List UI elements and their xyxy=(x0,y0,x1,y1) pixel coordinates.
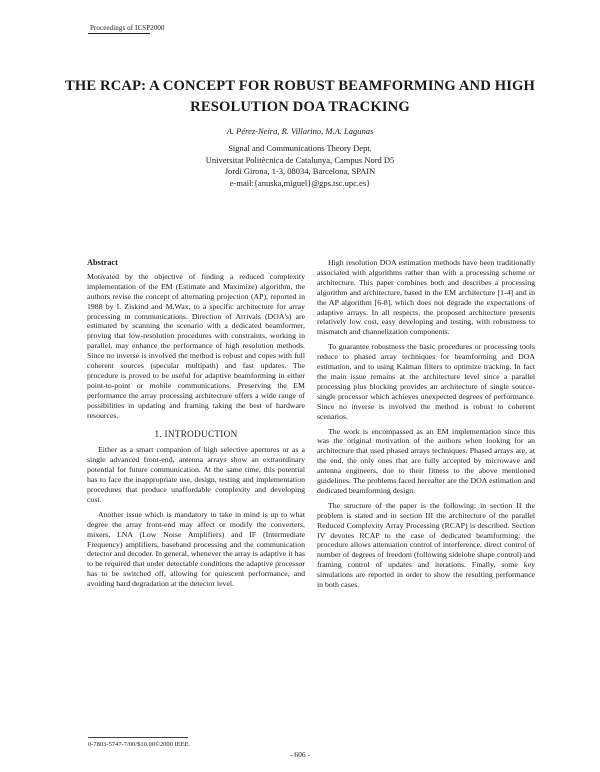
right-paragraph-4: The structure of the paper is the following: in section II the problem is stated and in section III the architecture of the parallel Reduced Complexity Array Processing (RCAP) is described. Section IV devotes RCAP to the case of dedicated beamforming: the procedure allows attenuation control of interference, direct control of number of degrees of freedom (following sidelobe shape control) and framing control of updates and iterations. Finally, some key simulations are reported in order to show the resulting performance in both cases. xyxy=(317,500,535,590)
left-column xyxy=(87,258,305,594)
paper-authors: A. Pérez-Neira, R. Villarino, M.A. Lagunas xyxy=(226,126,374,136)
abstract-text: Motivated by the objective of finding a reduced complexity implementation of the EM (Estimate and Maximize) algorithm, the authors revise the concept of alternating projection (AP), reported in 1988 by I. Ziskind and M.Wax, to a specific architecture for array processing in communications. Direction of Arrivals (DOA's) are estimated by scanning the scenario with a dedicated beamformer, proving that low-resolution procedures with constraints, working in parallel, may enhance the performance of high resolution methods. Since no inverse is involved the method is robust and copes with full coherent sources (specular multipath) and fast updates. The procedure is proved to be useful for adaptive beamforming in either point-to-point or mobile communications. Preserving the EM performance the array processing architecture offers a wide range of possibilities in updating and framing taking the best of hardware resources. xyxy=(87,271,305,420)
intro-paragraph-1: Either as a smart companion of high selective apertures or as a single advanced front-end, antenna arrays show an extraordinary potential for future communication. At the same time, this potential has to face the inappropriate use, design, testing and implementation procedures that produce unaffordable complexity and developing cost. xyxy=(87,445,305,504)
abstract-heading: Abstract xyxy=(87,258,118,267)
right-column xyxy=(317,258,535,595)
copyright-footnote: 0-7803-5747-7/00/$10.00©2000 IEEE. xyxy=(88,741,191,748)
affiliation-block xyxy=(150,143,450,189)
affiliation-university: Universitat Politècnica de Catalunya, Campus Nord D5 xyxy=(205,154,395,165)
section-introduction-heading: 1. INTRODUCTION xyxy=(154,428,238,439)
intro-paragraph-2: Another issue which is mandatory to take in mind is up to what degree the array front-end may affect or modify the converters, mixers, LNA (Low Noise Amplifiers) and IF (Intermediate Frequency) amplifiers, baseband processing and the communication detector and decoder. In general, whenever the array is adaptive it has to be required that under detectable conditions the adaptive processor has to be switched off, allowing for quiescent performance, and avoiding hard degradation at the detector level. xyxy=(87,509,305,589)
affiliation-department: Signal and Communications Theory Dept. xyxy=(228,143,372,153)
right-paragraph-1: High resolution DOA estimation methods have been traditionally associated with algorithms rather than with a processing scheme or architecture. This paper combines both and describes a processing algorithm and architecture, based in the EM architecture [1-4] and in the AP algorithm [6-8], which does not degrade the expectations of adaptive arrays. In all respects, the proposed architecture presents relatively low cost, easy developing and testing, with robustness to mismatch and channelization components. xyxy=(317,258,535,337)
affiliation-email: e-mail:{anuska,miguel}@gps.tsc.upc.es} xyxy=(229,177,371,188)
footnote-rule xyxy=(88,737,188,738)
running-header: Proceedings of ICSP2000 xyxy=(90,24,165,32)
right-paragraph-3: The work is encompassed as an EM implementation since this was the original motivation of the authors when looking for an architecture that used phased arrays techniques. Phased arrays are, at the end, the only ones that are fully accepted by microwave and antenna engineers, due to their fitness to the above mentioned guidelines. The problems faced hereafter are the DOA estimation and dedicated beamforming design. xyxy=(317,426,535,495)
right-paragraph-2: To guarantee robustness the basic procedures or processing tools reduce to phased array techniques for beamforming and DOA estimation, and to using Kalman filters to optimize tracking. In fact the main issue remains at the architecture level since a parallel processing plus blocking provides an architecture of single source-single processor which achieves unexpected degrees of performance. Since no inverse is involved the method is robust to coherent scenarios. xyxy=(317,342,535,421)
running-header-rule xyxy=(88,33,150,34)
page-number: - 606 - xyxy=(290,750,310,759)
affiliation-address: Jordi Girona, 1-3, 08034, Barcelona, SPAIN xyxy=(224,166,376,176)
paper-title: THE RCAP: A CONCEPT FOR ROBUST BEAMFORMING AND HIGH RESOLUTION DOA TRACKING xyxy=(64,78,536,115)
